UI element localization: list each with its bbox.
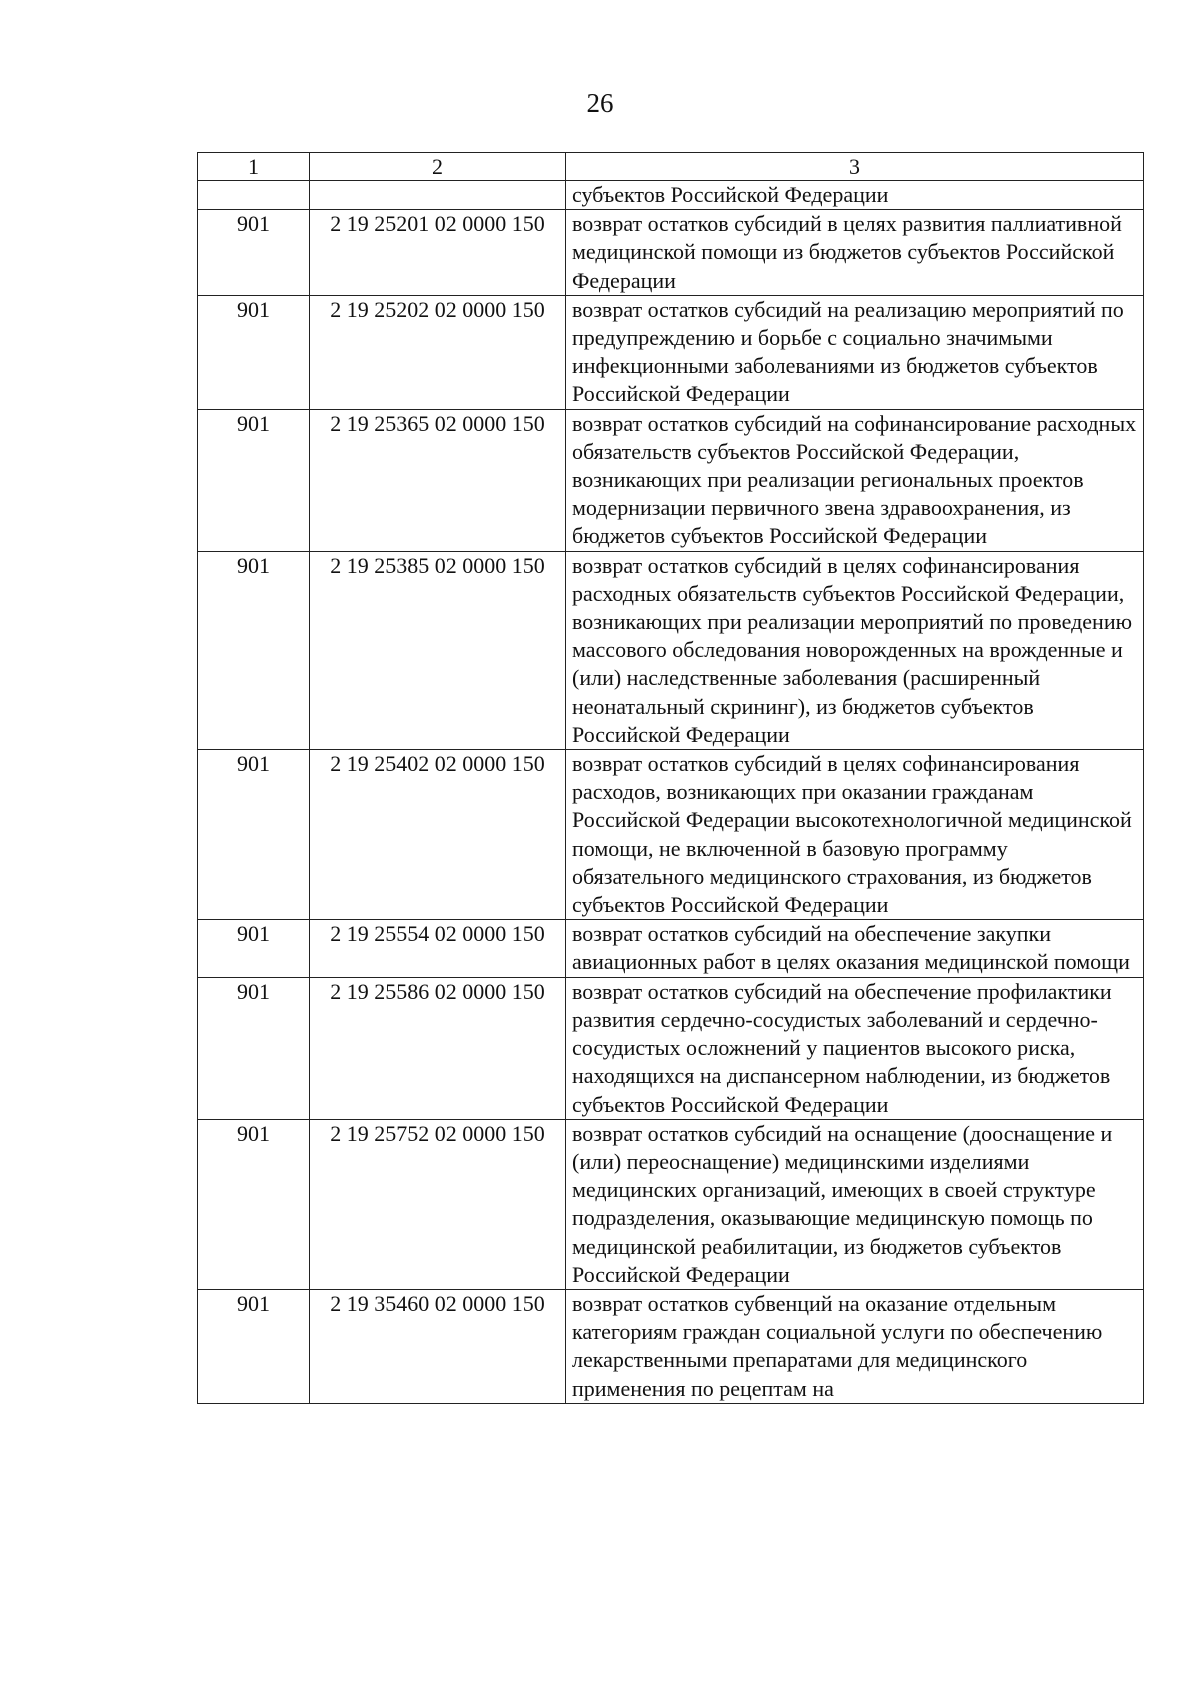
- cell-budget-code: 2 19 25201 02 0000 150: [310, 210, 566, 296]
- cell-description: возврат остатков субсидий на обеспечение закупки авиационных работ в целях оказания медицинской помощи: [566, 920, 1144, 977]
- cell-description: возврат остатков субсидий на софинансирование расходных обязательств субъектов Российской Федерации, возникающих при реализации региональных проектов модернизации первичного звена здравоохранения, из бюджетов субъектов Российской Федерации: [566, 409, 1144, 551]
- table-row: [198, 920, 1144, 977]
- cell-description: возврат остатков субсидий в целях софинансирования расходов, возникающих при оказании гражданам Российской Федерации высокотехнологичной медицинской помощи, не включенной в базовую программу обязательного медицинского страхования, из бюджетов субъектов Российской Федерации: [566, 750, 1144, 920]
- table-row: [198, 295, 1144, 409]
- cell-budget-code: 2 19 25365 02 0000 150: [310, 409, 566, 551]
- cell-budget-code: 2 19 25202 02 0000 150: [310, 295, 566, 409]
- table-body: [198, 181, 1144, 1404]
- cell-description: возврат остатков субсидий на обеспечение профилактики развития сердечно-сосудистых заболеваний и сердечно-сосудистых осложнений у пациентов высокого риска, находящихся на диспансерном наблюдении, из бюджетов субъектов Российской Федерации: [566, 977, 1144, 1119]
- cell-description: возврат остатков субсидий на оснащение (дооснащение и (или) переоснащение) медицинскими изделиями медицинских организаций, имеющих в своей структуре подразделения, оказывающие медицинскую помощь по медицинской реабилитации, из бюджетов субъектов Российской Федерации: [566, 1119, 1144, 1289]
- cell-admin-code: 901: [198, 295, 310, 409]
- cell-budget-code: 2 19 25402 02 0000 150: [310, 750, 566, 920]
- table-row: [198, 1119, 1144, 1289]
- column-header-1: 1: [198, 153, 310, 181]
- cell-admin-code: 901: [198, 551, 310, 749]
- page-number: 26: [586, 88, 614, 118]
- column-header-2: 2: [310, 153, 566, 181]
- cell-budget-code: 2 19 35460 02 0000 150: [310, 1289, 566, 1403]
- cell-admin-code: [198, 181, 310, 210]
- table-row: [198, 977, 1144, 1119]
- cell-budget-code: 2 19 25586 02 0000 150: [310, 977, 566, 1119]
- cell-budget-code: 2 19 25385 02 0000 150: [310, 551, 566, 749]
- table-row: [198, 210, 1144, 296]
- continuation-row: [198, 181, 1144, 210]
- cell-admin-code: 901: [198, 1289, 310, 1403]
- cell-budget-code: 2 19 25554 02 0000 150: [310, 920, 566, 977]
- cell-budget-code: 2 19 25752 02 0000 150: [310, 1119, 566, 1289]
- column-header-3: 3: [566, 153, 1144, 181]
- revenue-code-table: [197, 152, 1144, 1404]
- table-header: [198, 153, 1144, 181]
- table-row: [198, 409, 1144, 551]
- cell-admin-code: 901: [198, 750, 310, 920]
- cell-admin-code: 901: [198, 1119, 310, 1289]
- cell-admin-code: 901: [198, 920, 310, 977]
- cell-description: возврат остатков субсидий в целях развития паллиативной медицинской помощи из бюджетов субъектов Российской Федерации: [566, 210, 1144, 296]
- cell-budget-code: [310, 181, 566, 210]
- cell-description: возврат остатков субвенций на оказание отдельным категориям граждан социальной услуги по обеспечению лекарственными препаратами для медицинского применения по рецептам на: [566, 1289, 1144, 1403]
- table-row: [198, 1289, 1144, 1403]
- header-row: [198, 153, 1144, 181]
- table-row: [198, 551, 1144, 749]
- cell-admin-code: 901: [198, 977, 310, 1119]
- cell-admin-code: 901: [198, 210, 310, 296]
- cell-admin-code: 901: [198, 409, 310, 551]
- cell-description: возврат остатков субсидий на реализацию мероприятий по предупреждению и борьбе с социально значимыми инфекционными заболеваниями из бюджетов субъектов Российской Федерации: [566, 295, 1144, 409]
- cell-description: субъектов Российской Федерации: [566, 181, 1144, 210]
- table-row: [198, 750, 1144, 920]
- cell-description: возврат остатков субсидий в целях софинансирования расходных обязательств субъектов Российской Федерации, возникающих при реализации мероприятий по проведению массового обследования новорожденных на врожденные и (или) наследственные заболевания (расширенный неонатальный скрининг), из бюджетов субъектов Российской Федерации: [566, 551, 1144, 749]
